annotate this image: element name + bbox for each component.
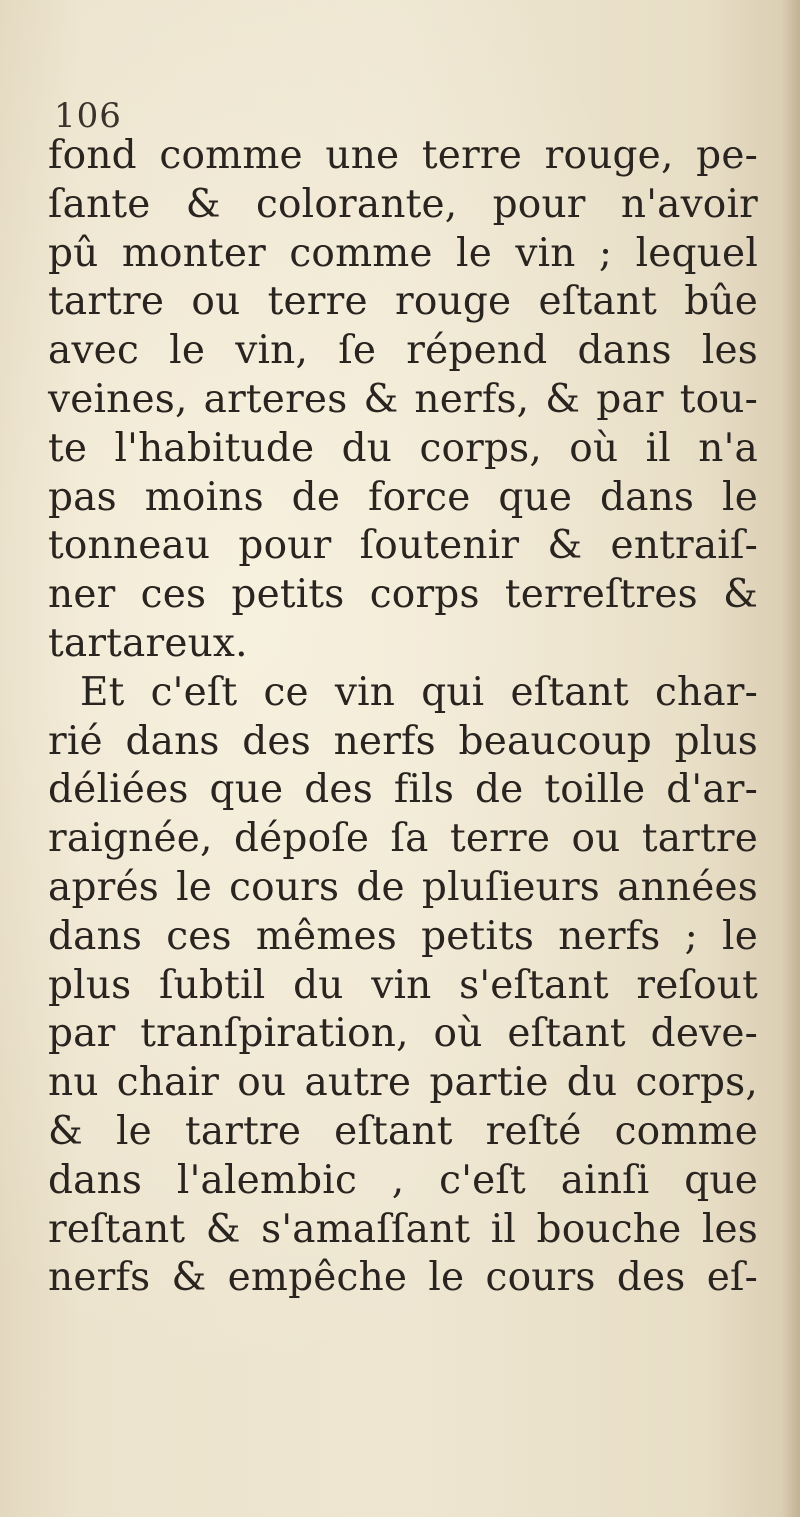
body-text [48,132,758,1303]
text-line: dans ces mêmes petits nerfs ; le [48,913,758,959]
text-line: nu chair ou autre partie du corps, [48,1060,758,1106]
text-line: par tranſpiration, où eſtant deve- [48,1011,758,1057]
text-line: dans l'alembic , c'eſt ainſi que [48,1157,758,1203]
text-line: fond comme une terre rouge, pe- [48,133,758,178]
text-line: pas moins de force que dans le [48,474,758,520]
paragraph-end-line: tartareux. [48,620,248,666]
text-line: te l'habitude du corps, où il n'a [48,425,758,471]
text-line: tartre ou terre rouge eſtant bûe [48,279,758,325]
text-line: reſtant & s'amaſſant il bouche les [48,1206,758,1252]
text-line: ſante & colorante, pour n'avoir [48,181,758,227]
text-line: ner ces petits corps terreſtres & [48,572,758,618]
text-line: veines, arteres & nerfs, & par tou- [48,376,758,422]
text-line: tonneau pour ſoutenir & entraiſ- [48,523,758,569]
page-fold-shadow [782,0,800,1517]
text-line: & le tartre eſtant reſté comme [48,1108,758,1154]
text-line: nerfs & empêche le cours des eſ- [48,1255,758,1301]
text-line: pû monter comme le vin ; lequel [48,230,758,276]
text-line: avec le vin, ſe répend dans les [48,328,758,374]
page-number: 106 [54,96,122,136]
text-line: rié dans des nerfs beaucoup plus [48,718,758,764]
text-line: déliées que des fils de toille d'ar- [48,767,758,813]
text-line: aprés le cours de pluſieurs années [48,864,758,910]
text-line: plus ſubtil du vin s'eſtant reſout [48,962,758,1008]
paragraph-start-line: Et c'eſt ce vin qui eſtant char- [80,669,758,715]
text-line: raignée, dépoſe ſa terre ou tartre [48,816,758,862]
